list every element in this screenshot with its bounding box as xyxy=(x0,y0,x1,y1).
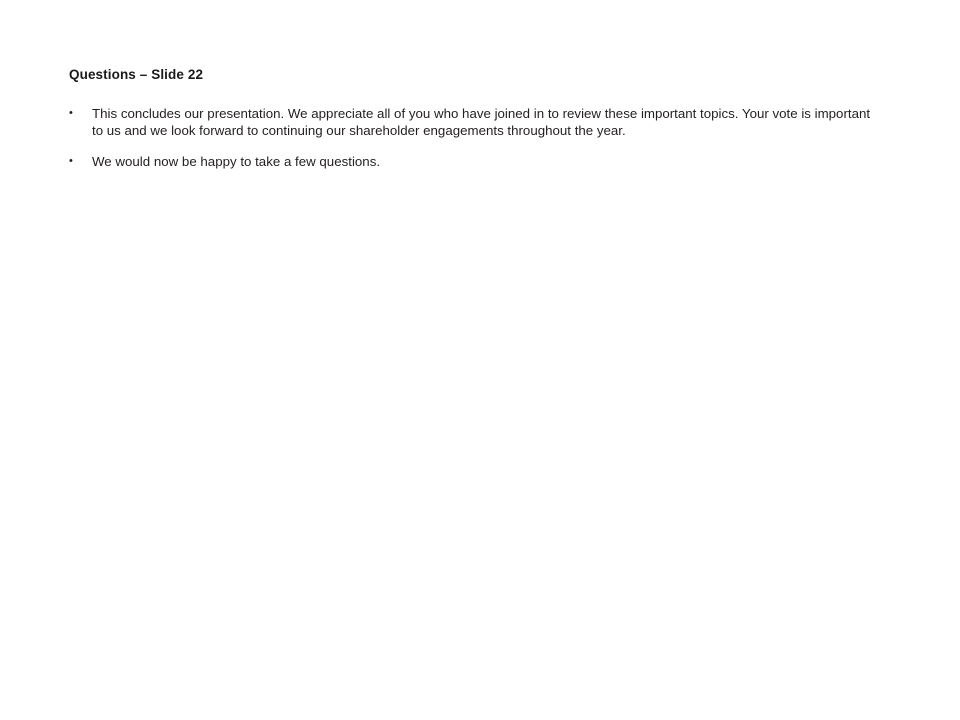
bullet-list xyxy=(69,105,879,170)
page-title: Questions – Slide 22 xyxy=(69,67,204,82)
bullet-icon: • xyxy=(69,154,73,167)
list-item xyxy=(69,153,879,170)
list-item-text: We would now be happy to take a few questions. xyxy=(92,153,381,169)
list-item xyxy=(69,105,879,139)
list-item-text: This concludes our presentation. We appreciate all of you who have joined in to review these important topics. Your vote is important to us and we look forward to continuing our shareholder engagements throughout the year. xyxy=(92,105,871,138)
slide-content xyxy=(69,66,879,170)
bullet-icon: • xyxy=(69,106,73,119)
